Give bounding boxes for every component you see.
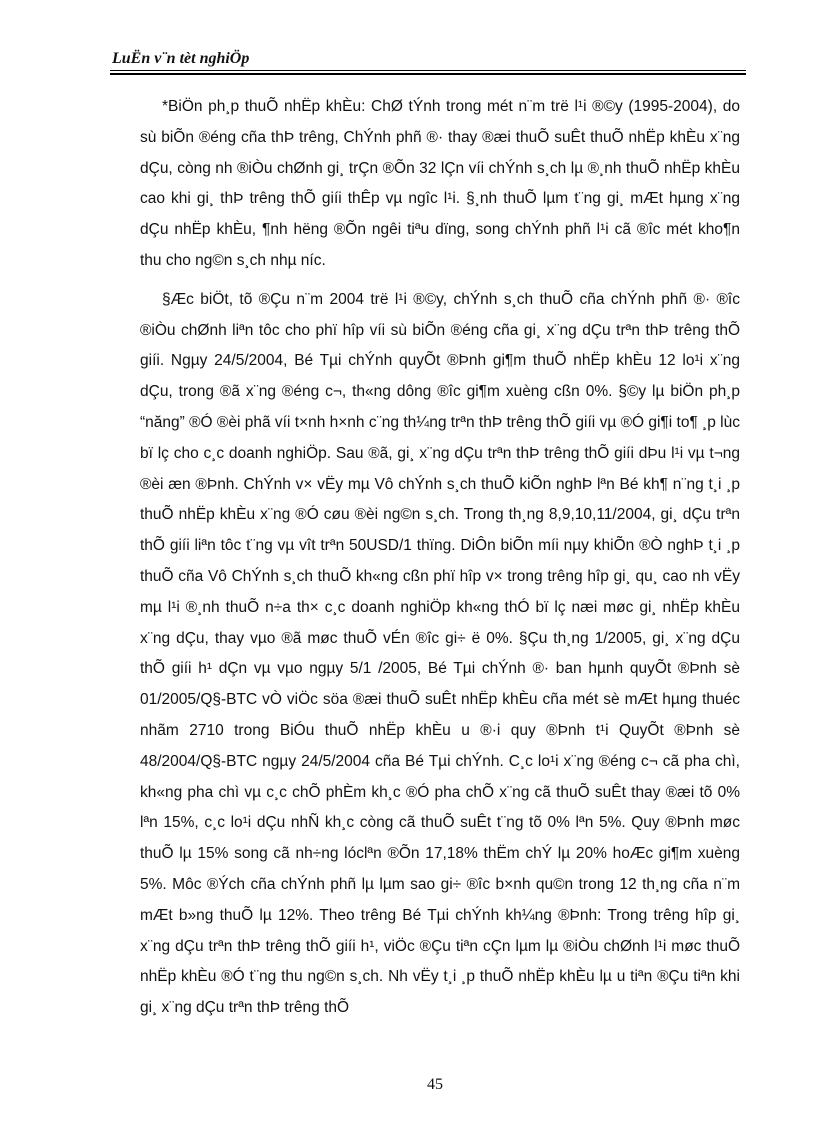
paragraph-2004-tax-adjustments: §Æc biÖt, tõ ®Çu n¨m 2004 trë l¹i ®©y, chÝnh s¸ch thuÕ cña chÝnh phñ ®· ®îc ®iÒu chØnh liªn tôc cho phï hîp víi sù biÕn ®éng cña gi¸ x¨ng dÇu trªn thÞ trêng thÕ giíi. Ngµy 24/5/2004, Bé Tµi chÝnh quyÕt ®Þnh gi¶m thuÕ nhËp khÈu 12 lo¹i x¨ng dÇu, trong ®ã x¨ng ®éng c¬, th«ng dông ®îc gi¶m xuèng cßn 0%. §©y lµ biÖn ph¸p “năng” ®Ó ®èi phã víi t×nh h×nh c¨ng th¼ng trªn thÞ trêng thÕ giíi vµ ®Ó gi¶i to¶ ¸p lùc bï lç cho c¸c doanh nghiÖp. Sau ®ã, gi¸ x¨ng dÇu trªn thÞ trêng thÕ giíi dÞu l¹i vµ t¬ng ®èi æn ®Þnh. ChÝnh v× vËy mµ Vô chÝnh s¸ch thuÕ kiÕn nghÞ lªn Bé kh¶ n¨ng t¸i ¸p thuÕ nhËp khÈu x¨ng ®Ó cøu ®èi ng©n s¸ch. Trong th¸ng 8,9,10,11/2004, gi¸ dÇu trªn thÕ giíi liªn tôc t¨ng vµ vît trªn 50USD/1 thïng. DiÔn biÕn míi nµy khiÕn ®Ò nghÞ t¸i ¸p thuÕ cña Vô ChÝnh s¸ch thuÕ kh«ng cßn phï hîp v× trong trêng hîp gi¸ qu¸ cao nh vËy mµ l¹i ®¸nh thuÕ n÷a th× c¸c doanh nghiÖp kh«ng thÓ bï lç næi møc gi¸ nhËp khÈu x¨ng dÇu, thay vµo ®ã møc thuÕ vÉn ®îc gi÷ ë 0%. §Çu th¸ng 1/2005, gi¸ x¨ng dÇu thÕ giíi h¹ dÇn vµ vµo ngµy 5/1 /2005, Bé Tµi chÝnh ®· ban hµnh quyÕt ®Þnh sè 01/2005/Q§-BTC vÒ viÖc söa ®æi thuÕ suÊt nhËp khÈu cña mét sè mÆt hµng thuéc nhãm 2710 trong BiÓu thuÕ nhËp khÈu u ®·i quy ®Þnh t¹i QuyÕt ®Þnh sè 48/2004/Q§-BTC ngµy 24/5/2004 cña Bé Tµi chÝnh. C¸c lo¹i x¨ng ®éng c¬ cã pha chì, kh«ng pha chì vµ c¸c chÕ phÈm kh¸c ®Ó pha chÕ x¨ng cã thuÕ suÊt thay ®æi tõ 0% lªn 15%, c¸c lo¹i dÇu nhÑ kh¸c còng cã thuÕ suÊt t¨ng tõ 0% lªn 5%. Quy ®Þnh møc thuÕ lµ 15% song cã nh÷ng lóclªn ®Õn 17,18% thËm chÝ lµ 20% hoÆc gi¶m xuèng 5%. Môc ®Ých cña chÝnh phñ lµ lµm sao gi÷ ®îc b×nh qu©n trong 12 th¸ng cña n¨m mÆt b»ng thuÕ lµ 12%. Theo trêng Bé Tµi chÝnh kh¼ng ®Þnh: Trong trêng hîp gi¸ x¨ng dÇu trªn thÞ trêng thÕ giíi h¹, viÖc ®Çu tiªn cÇn lµm lµ ®iÒu chØnh l¹i møc thuÕ nhËp khÈu ®Ó t¨ng thu ng©n s¸ch. Nh vËy t¸i ¸p thuÕ nhËp khÈu lµ u tiªn ®Çu tiªn khi gi¸ x¨ng dÇu trªn thÞ trêng thÕ [140,290,740,1017]
running-header: LuËn v¨n tèt nghiÖp [112,50,250,67]
body-text [140,92,740,1024]
header-rule-thick [110,73,746,75]
page-number: 45 [427,1076,443,1093]
paragraph-import-tax-measures: *BiÖn ph¸p thuÕ nhËp khÈu: ChØ tÝnh trong mét n¨m trë l¹i ®©y (1995-2004), do sù biÕn ®éng cña thÞ trêng, ChÝnh phñ ®· thay ®æi thuÕ suÊt thuÕ nhËp khÈu x¨ng dÇu, còng nh ®iÒu chØnh gi¸ trÇn ®Õn 32 lÇn víi chÝnh s¸ch lµ ®¸nh thuÕ nhËp khÈu cao khi gi¸ thÞ trêng thÕ giíi thÊp vµ ngîc l¹i. §¸nh thuÕ lµm t¨ng gi¸ mÆt hµng x¨ng dÇu nhËp khÈu, ¶nh hëng ®Õn ngêi tiªu dïng, song chÝnh phñ l¹i cã ®îc mét kho¶n thu cho ng©n s¸ch nhµ níc. [140,98,740,269]
header-rule-thin [110,70,746,71]
